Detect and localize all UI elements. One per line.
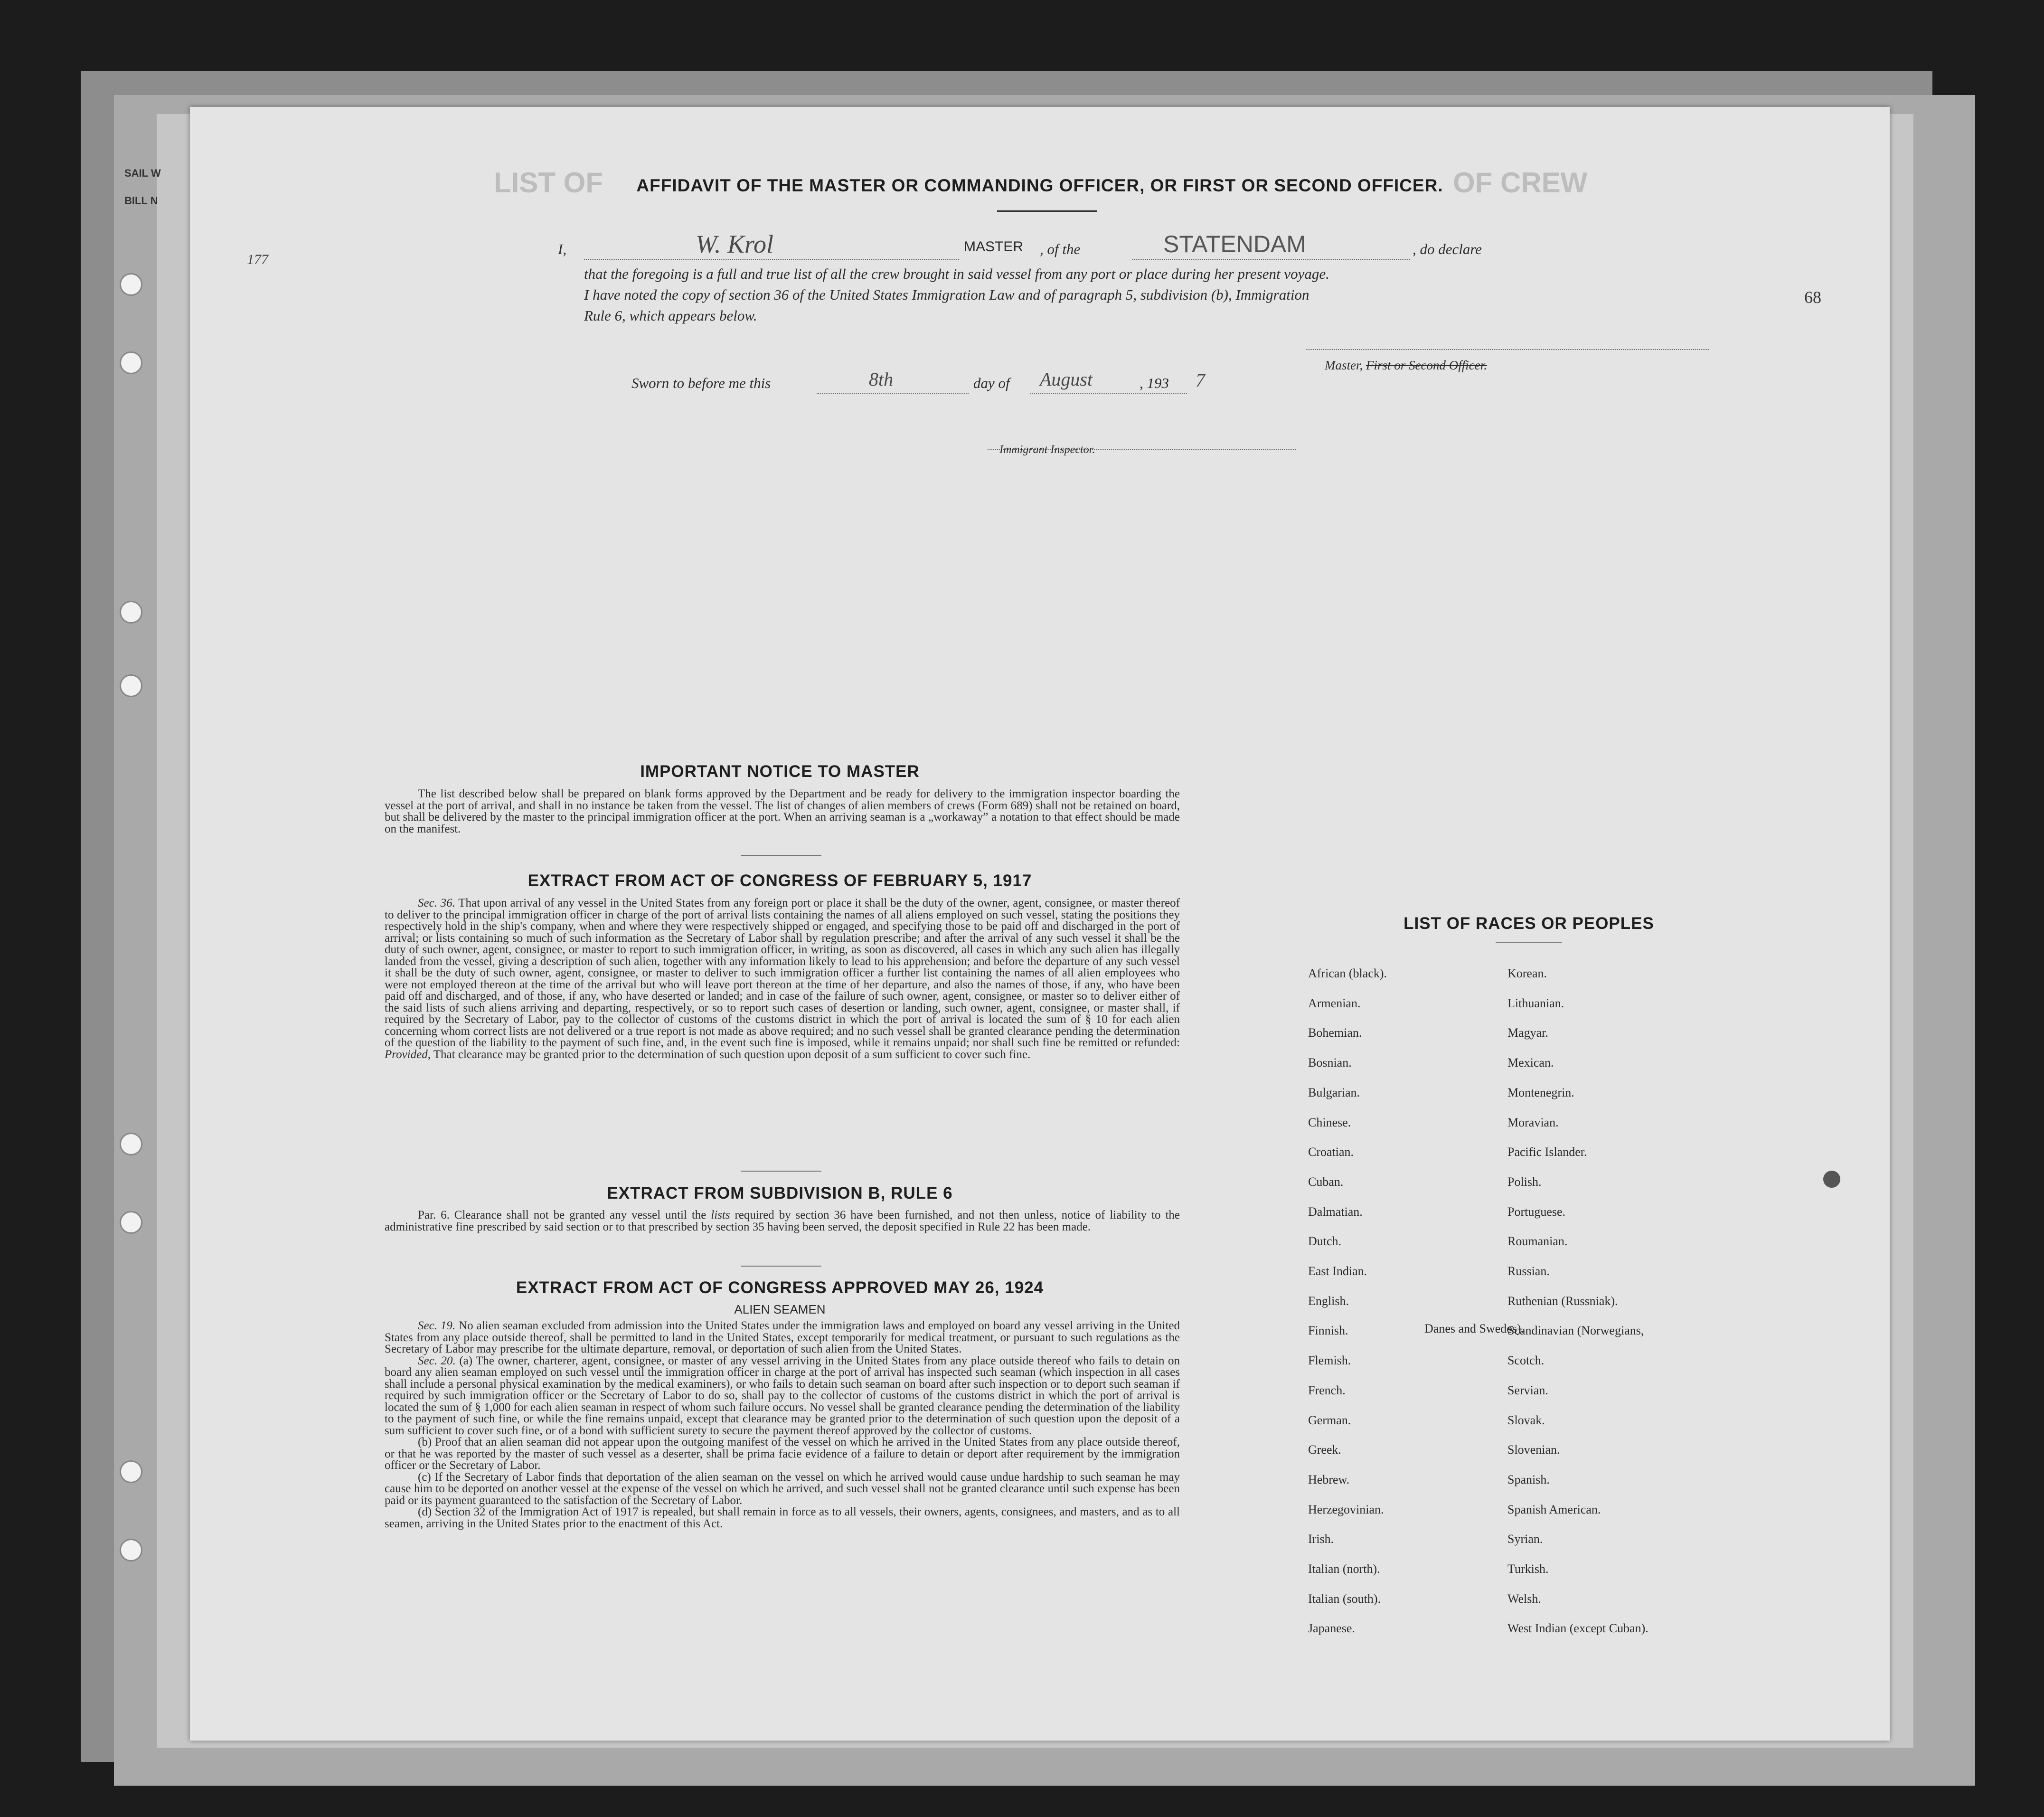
page-number: 68 — [1804, 288, 1821, 307]
i-label: I, — [558, 241, 567, 257]
race-item: Irish. — [1308, 1532, 1334, 1546]
ghost-print: LIST OF — [494, 167, 603, 199]
race-item: Turkish. — [1507, 1562, 1549, 1576]
punch-hole — [120, 1133, 142, 1155]
punch-hole — [1823, 1171, 1840, 1188]
race-item: Italian (south). — [1308, 1591, 1381, 1606]
race-item: Montenegrin. — [1507, 1085, 1574, 1099]
race-item: Spanish. — [1507, 1472, 1550, 1486]
race-item: Scandinavian (Norwegians, — [1507, 1324, 1644, 1338]
race-item: Slovak. — [1507, 1413, 1545, 1427]
vessel-line — [1132, 258, 1410, 260]
section-rule — [741, 855, 821, 856]
affidavit-page — [190, 107, 1890, 1741]
edge-marking: BILL N — [124, 195, 158, 207]
race-item: Magyar. — [1507, 1026, 1548, 1040]
sworn-label: Sworn to before me this — [631, 375, 771, 391]
rule6-text-a: Par. 6. Clearance shall not be granted any vessel until the — [418, 1209, 706, 1221]
race-item: Chinese. — [1308, 1115, 1351, 1129]
race-item: Mexican. — [1507, 1056, 1554, 1070]
ghost-print: OF CREW — [1453, 167, 1588, 199]
race-item: Bulgarian. — [1308, 1085, 1360, 1099]
race-item: Servian. — [1507, 1383, 1548, 1397]
rule6-title: EXTRACT FROM SUBDIVISION B, RULE 6 — [607, 1184, 953, 1202]
race-item: Russian. — [1507, 1264, 1550, 1278]
master-signature: W. Krol — [696, 230, 774, 258]
inspector-caption: Immigrant Inspector. — [999, 444, 1095, 456]
notice-text — [385, 788, 1180, 835]
race-item: Polish. — [1507, 1174, 1542, 1189]
race-item: Ruthenian (Russniak). — [1507, 1294, 1618, 1308]
race-item: Portuguese. — [1507, 1204, 1566, 1219]
races-rule — [1496, 942, 1562, 943]
extract-1917-text — [385, 898, 1180, 1060]
sheet-mark: 177 — [247, 252, 268, 267]
officer-caption-master: Master, — [1325, 358, 1363, 372]
race-item: Flemish. — [1308, 1353, 1351, 1368]
officer-signature-line — [1306, 348, 1709, 350]
race-item: Japanese. — [1308, 1621, 1355, 1636]
punch-hole — [120, 674, 142, 697]
officer-caption — [1325, 355, 1487, 376]
punch-hole — [120, 1460, 142, 1483]
race-item: Pacific Islander. — [1507, 1145, 1587, 1159]
punch-hole — [120, 601, 142, 624]
race-item: Scotch. — [1507, 1353, 1545, 1368]
race-item-continuation: Danes and Swedes). — [1424, 1322, 1525, 1335]
race-item: West Indian (except Cuban). — [1507, 1621, 1648, 1636]
sworn-month: August — [1040, 369, 1093, 390]
sec19-text: No alien seaman excluded from admission into the United States under the immigration laws and employed on board any vessel arriving in the United States from any place outside thereof, shall be permitted to land in the United States, except temporarily for medical treatment, or pursuant to such regulations as the Secretary of Labor may prescribe for the ultimate departure, removal, or deportation of such alien from the United States. — [385, 1319, 1180, 1355]
race-item: Dalmatian. — [1308, 1204, 1363, 1219]
year-prefix: , 193 — [1140, 375, 1169, 391]
extract-1924-title: EXTRACT FROM ACT OF CONGRESS APPROVED MAY 26, 1924 — [516, 1278, 1044, 1297]
race-item: Lithuanian. — [1507, 996, 1564, 1010]
race-item: French. — [1308, 1383, 1346, 1397]
of-the-label: , of the — [1040, 241, 1081, 257]
title-rule — [997, 210, 1097, 212]
race-item: Hebrew. — [1308, 1472, 1350, 1486]
extract-1917-title: EXTRACT FROM ACT OF CONGRESS OF FEBRUARY 5, 1917 — [527, 871, 1032, 890]
year-digit: 7 — [1196, 369, 1205, 391]
section-rule — [741, 1171, 821, 1172]
affidavit-line-4: Rule 6, which appears below. — [584, 307, 757, 324]
section-rule — [741, 1266, 821, 1267]
race-item: African (black). — [1308, 966, 1387, 980]
affidavit-line-2: that the foregoing is a full and true list of all the crew brought in said vessel from any port or place during her present voyage. — [584, 265, 1329, 282]
race-item: Croatian. — [1308, 1145, 1354, 1159]
race-item: Finnish. — [1308, 1324, 1348, 1338]
vessel-name: STATENDAM — [1163, 231, 1306, 257]
day-line — [817, 392, 969, 394]
race-item: Greek. — [1308, 1443, 1342, 1457]
race-item: Spanish American. — [1507, 1502, 1601, 1516]
sec36-text: That upon arrival of any vessel in the United States from any foreign port or place it shall be the duty of the owner, agent, consignee, or master thereof to deliver to the principal immigration officer in charge of the port of arrival lists containing the names of all aliens employed on such vessel, stating the positions they respectively hold in the ship's company, when and where they were respectively shipped or engaged, and specifying those to be paid off and discharged in the port of arrival; or lists containing so much of such information as the Secretary of Labor shall by regulation prescribe; and after the arrival of any such vessel it shall be the duty of such owner, agent, consignee, or master to report to such immigration officer, in writing, as soon as discovered, all cases in which any such alien has illegally landed from the vessel, giving a description of such alien, together with any information likely to lead to his apprehension; and before the departure of any such vessel it shall be the duty of such owner, agent, consignee, or master to deliver to such immigration officer a further list containing the names of all alien employees who were not employed thereon at the time of the arrival but who will leave port thereon at the time of her departure, and also the names of those, if any, who have been paid off and discharged, and of those, if any, who have deserted or landed; and in case of the failure of such owner, agent, consignee, or master so to deliver either of the said lists of such aliens arriving and departing, respectively, or so to report such cases of desertion or landing, such owner, agent, consignee, or master shall, if required by the Secretary of Labor, pay to the collector of customs of the customs district in which the port of arrival is located the sum of § 10 for each alien concerning whom correct lists are not delivered or a true report is not made as above required; and no such vessel shall be granted clearance pending the determination of the question of the liability to the payment of such fine, and, in the event such fine is imposed, while it remains unpaid; nor shall such fine be remitted or refunded: — [385, 897, 1180, 1049]
race-item: Slovenian. — [1507, 1443, 1560, 1457]
punch-hole — [120, 273, 142, 296]
rule6-text-b: required by section 36 have been furnished, and not then unless, notice of liability to the administrative fine prescribed by said section or to that prescribed by section 35 having been served, the deposit specified in Rule 22 has been made. — [385, 1209, 1180, 1233]
punch-hole — [120, 1539, 142, 1561]
punch-hole — [120, 1211, 142, 1234]
race-item: German. — [1308, 1413, 1351, 1427]
race-item: Korean. — [1507, 966, 1547, 980]
race-item: Syrian. — [1507, 1532, 1543, 1546]
sec20d-text: (d) Section 32 of the Immigration Act of 1917 is repealed, but shall remain in force as to all vessels, their owners, agents, consignees, and masters, and as to all seamen, arriving in the United States prior to the enactment of this Act. — [385, 1505, 1180, 1530]
race-item: Welsh. — [1507, 1591, 1541, 1606]
lists-word: lists — [711, 1209, 730, 1221]
notice-paragraph: The list described below shall be prepared on blank forms approved by the Department and be ready for delivery to the immigration inspector boarding the vessel at the port of arrival, and shall in no instance be taken from the vessel. The list of changes of alien members of crews (Form 689) shall not be retained on board, but shall be delivered by the master to the principal immigration officer at the port. When an arriving seaman is a „workaway” a notation to that effect should be made on the manifest. — [385, 787, 1180, 835]
sec36-end: That clearance may be granted prior to the determination of such question upon deposit of a sum sufficient to cover such fine. — [433, 1048, 1031, 1061]
master-label: MASTER — [964, 239, 1024, 255]
provided-word: Provided, — [385, 1048, 431, 1061]
alien-seamen-subtitle: ALIEN SEAMEN — [734, 1302, 826, 1316]
race-item: Cuban. — [1308, 1174, 1344, 1189]
affidavit-title: AFFIDAVIT OF THE MASTER OR COMMANDING OFFICER, OR FIRST OR SECOND OFFICER. — [636, 176, 1443, 195]
extract-1924-text — [385, 1320, 1180, 1530]
officer-caption-struck: First or Second Officer. — [1366, 358, 1487, 372]
race-item: Bosnian. — [1308, 1056, 1352, 1070]
rule6-text — [385, 1210, 1180, 1233]
race-item: Italian (north). — [1308, 1562, 1380, 1576]
sec20c-text: (c) If the Secretary of Labor finds that deportation of the alien seaman on the vessel on which he arrived would cause undue hardship to such seaman he may cause him to be deported on another vessel at the expense of the vessel on which he arrived, and such vessel shall not be granted clearance until such expense has been paid or its payment guaranteed to the satisfaction of the Secretary of Labor. — [385, 1470, 1180, 1507]
sec20b-text: (b) Proof that an alien seaman did not appear upon the outgoing manifest of the vessel on which he arrived in the United States from any place outside thereof, or that he was reported by the master of such vessel as a deserter, shall be prima facie evidence of a failure to detain or deport after requirement by the immigration officer or the Secretary of Labor. — [385, 1436, 1180, 1472]
edge-marking: SAIL W — [124, 167, 161, 179]
day-of-label: day of — [973, 375, 1010, 391]
race-item: English. — [1308, 1294, 1349, 1308]
race-item: Roumanian. — [1507, 1234, 1568, 1249]
sec20-label: Sec. 20. — [418, 1354, 456, 1367]
race-item: Bohemian. — [1308, 1026, 1362, 1040]
race-item: Armenian. — [1308, 996, 1361, 1010]
sworn-day: 8th — [869, 369, 894, 390]
race-item: Herzegovinian. — [1308, 1502, 1384, 1516]
race-item: East Indian. — [1308, 1264, 1367, 1278]
notice-title: IMPORTANT NOTICE TO MASTER — [640, 762, 920, 781]
race-item: Dutch. — [1308, 1234, 1342, 1249]
sec19-label: Sec. 19. — [418, 1319, 456, 1332]
races-title: LIST OF RACES OR PEOPLES — [1403, 914, 1654, 933]
declare-label: , do declare — [1413, 241, 1482, 257]
sec36-label: Sec. 36. — [418, 897, 455, 909]
race-item: Moravian. — [1507, 1115, 1559, 1129]
punch-hole — [120, 351, 142, 374]
sec20a-text: (a) The owner, charterer, agent, consignee, or master of any vessel arriving in the United States from any place outside thereof who fails to detain on board any alien seaman employed on such vessel until the immigration officer in charge at the port of arrival has inspected such seaman (which inspection in all cases shall include a personal physical examination by the medical examiners), or who fails to detain such seaman on board after such inspection or to deport such seaman if required by such immigration officer or the Secretary of Labor to do so, shall pay to the collector of customs of the customs district in which the port of arrival is located the sum of § 1,000 for each alien seaman in respect of whom such failure occurs. No vessel shall be granted clearance pending the determination of the liability to the payment of such fine, or while the fine remains unpaid, except that clearance may be granted prior to the determination of such question upon the deposit of a sum sufficient to cover such fine, or of a bond with sufficient surety to secure the payment thereof approved by the collector of customs. — [385, 1354, 1180, 1437]
affidavit-line-3: I have noted the copy of section 36 of the United States Immigration Law and of paragraph 5, subdivision (b), Immigration — [584, 286, 1309, 303]
